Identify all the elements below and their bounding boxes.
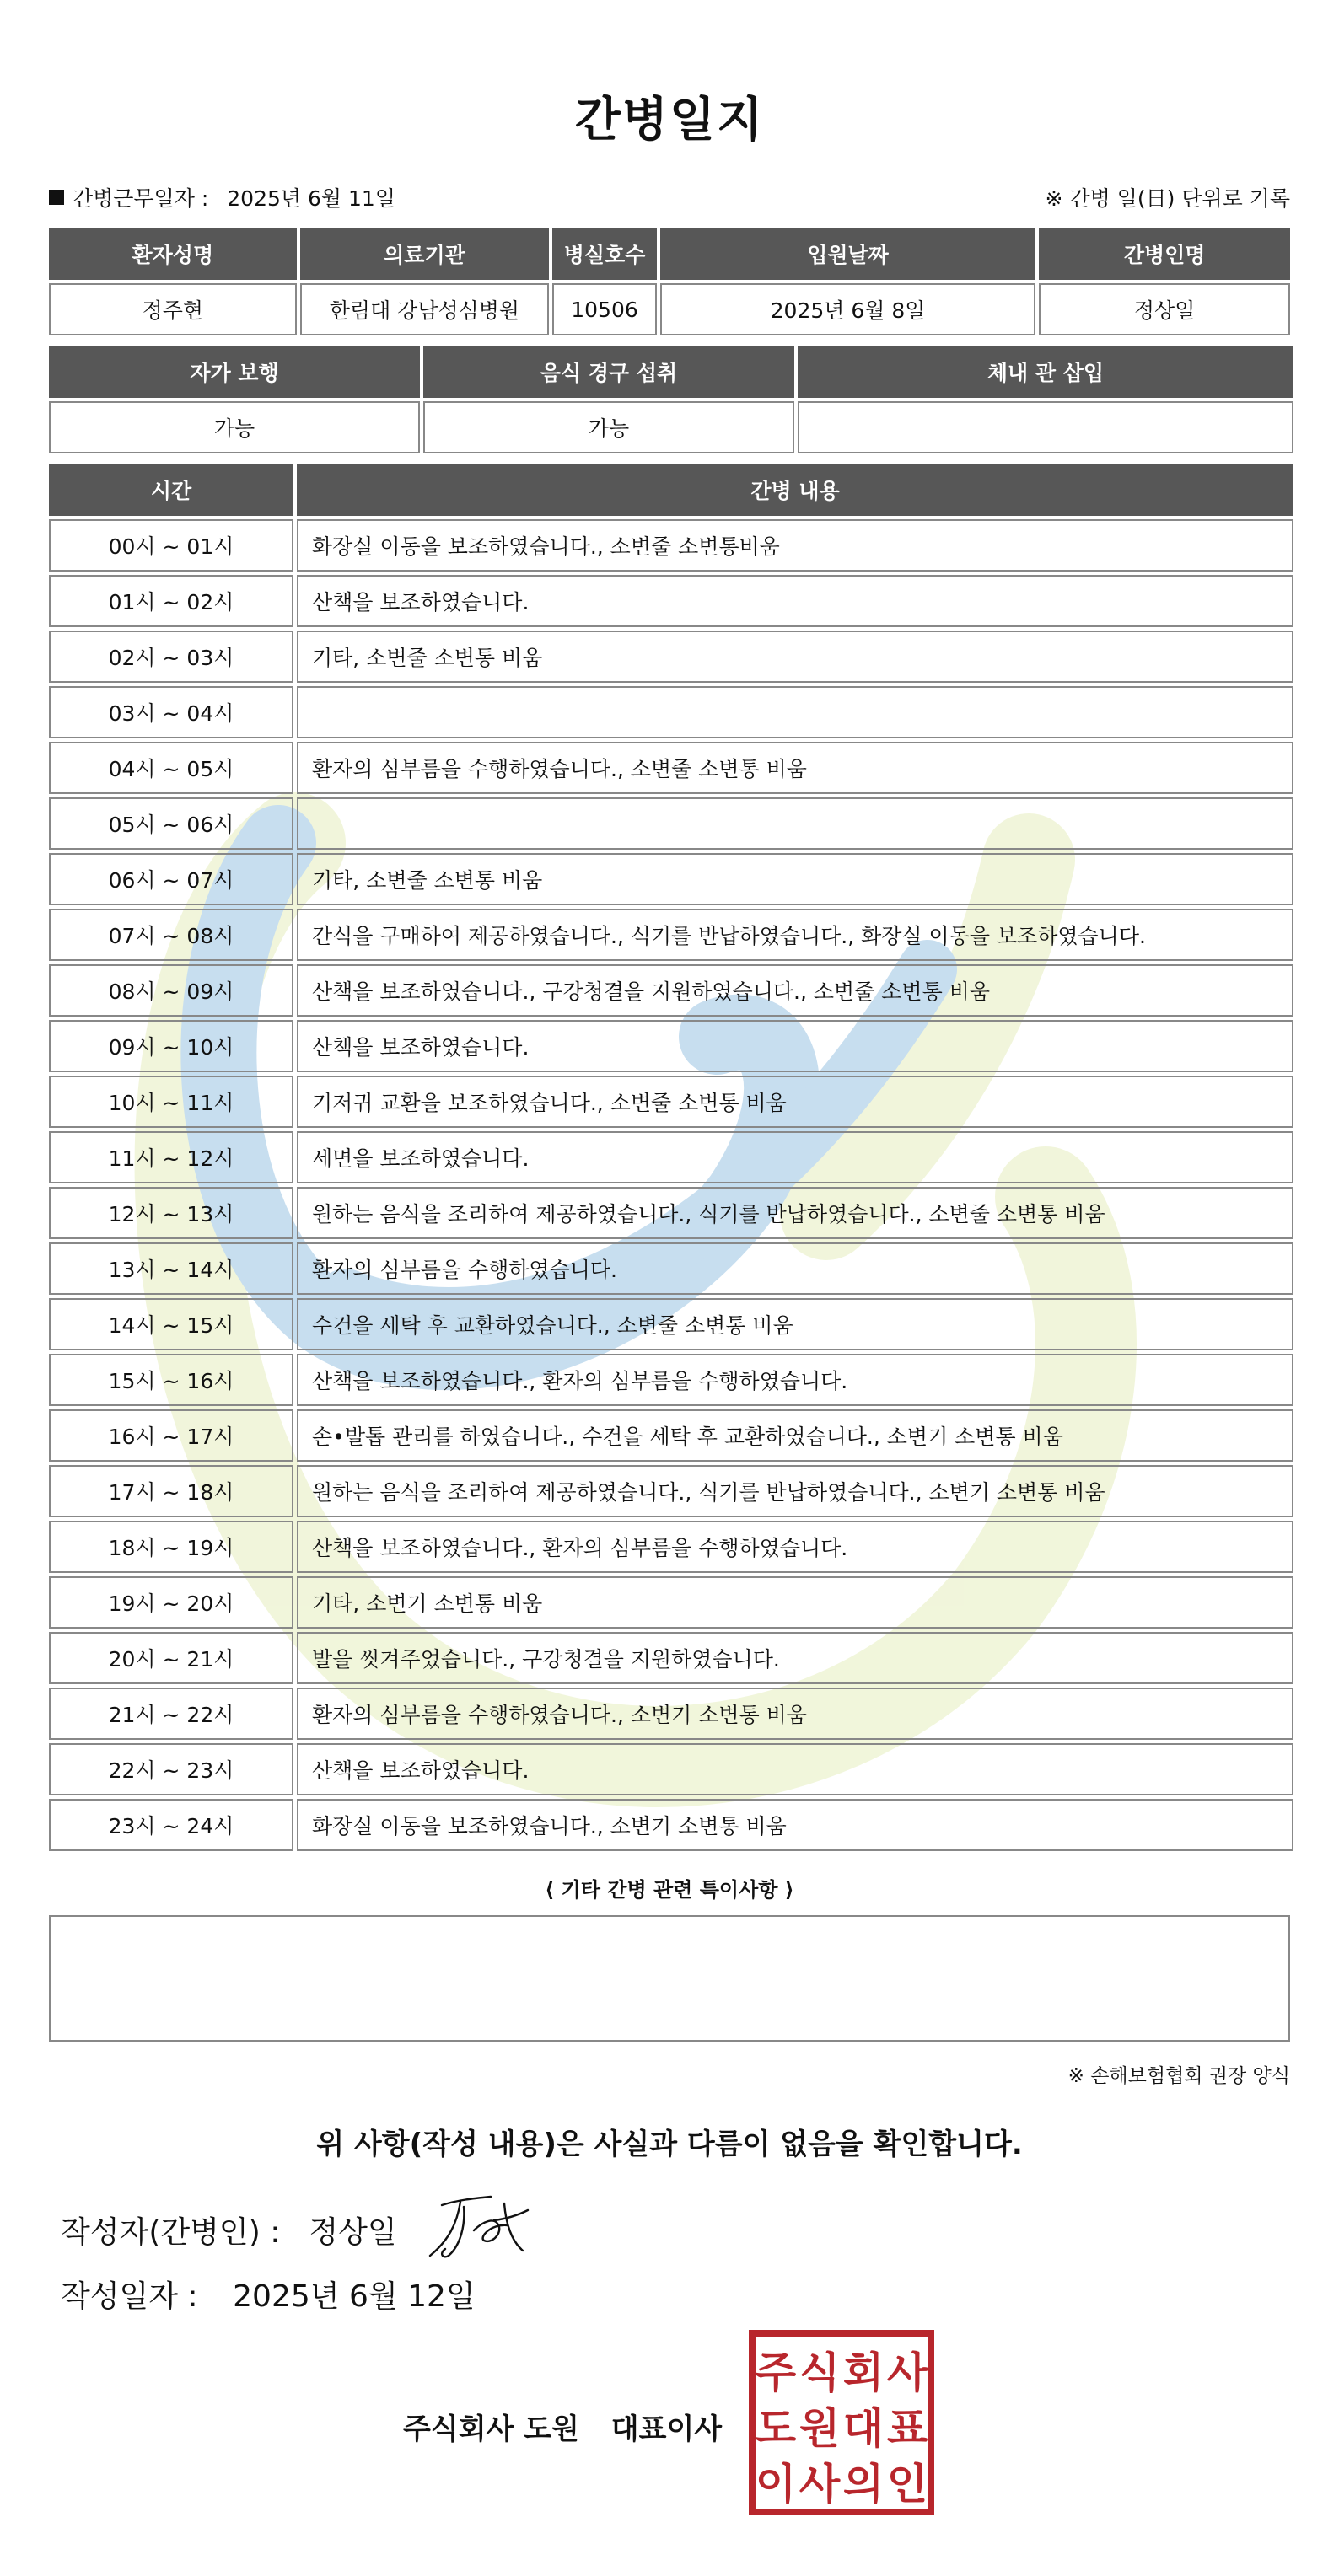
table-row: [49, 1076, 1293, 1128]
time-slot: 23시 ~ 24시: [49, 1799, 293, 1851]
special-notes-box: [49, 1915, 1290, 2042]
room-number-header: 병실호수: [552, 228, 657, 280]
table-row: [49, 1688, 1293, 1740]
admission-date-header: 입원날짜: [660, 228, 1036, 280]
seal-glyph: 이: [755, 2460, 797, 2509]
self-walking-header: 자가 보행: [49, 346, 420, 398]
seal-glyph: 식: [799, 2348, 841, 2397]
table-row: [49, 1131, 1293, 1183]
time-slot: 12시 ~ 13시: [49, 1187, 293, 1239]
table-row: [49, 1298, 1293, 1350]
table-row: [49, 1465, 1293, 1517]
seal-glyph: 대: [842, 2404, 885, 2453]
oral-intake-header: 음식 경구 섭취: [423, 346, 794, 398]
company-line: [403, 2406, 722, 2447]
caregiver-name-header: 간병인명: [1039, 228, 1290, 280]
hospital: 한림대 강남성심병원: [300, 283, 550, 335]
seal-glyph: 도: [755, 2404, 797, 2453]
care-content: 기타, 소변줄 소변통 비움: [297, 853, 1293, 905]
care-content: 환자의 심부름을 수행하였습니다., 소변기 소변통 비움: [297, 1688, 1293, 1740]
company-name: 주식회사 도원: [403, 2412, 579, 2446]
seal-glyph: 표: [886, 2404, 928, 2453]
seal-glyph: 사: [886, 2348, 928, 2397]
table-row: [49, 853, 1293, 905]
admission-date: 2025년 6월 8일: [660, 283, 1036, 335]
care-content: [297, 797, 1293, 850]
care-log-table: [46, 460, 1297, 1854]
care-content: 발을 씻겨주었습니다., 구강청결을 지원하였습니다.: [297, 1632, 1293, 1684]
time-slot: 13시 ~ 14시: [49, 1242, 293, 1295]
care-content: 손•발톱 관리를 하였습니다., 수건을 세탁 후 교환하였습니다., 소변기 소변통 비움: [297, 1409, 1293, 1462]
time-slot: 11시 ~ 12시: [49, 1131, 293, 1183]
table-row: [49, 1632, 1293, 1684]
patient-info-table: [46, 224, 1293, 339]
care-content: 산책을 보조하였습니다.: [297, 1743, 1293, 1795]
table-row: [49, 964, 1293, 1017]
recommended-form-note: ※ 손해보험협회 권장 양식: [1067, 2065, 1290, 2087]
patient-name: 정주현: [49, 283, 297, 335]
time-slot: 02시 ~ 03시: [49, 631, 293, 683]
handwritten-signature: [423, 2190, 533, 2266]
care-content: 화장실 이동을 보조하였습니다., 소변기 소변통 비움: [297, 1799, 1293, 1851]
written-date-line: [61, 2273, 476, 2316]
time-slot: 07시 ~ 08시: [49, 909, 293, 961]
table-row: [49, 1242, 1293, 1295]
work-date-row: [49, 182, 1290, 212]
work-date-value: 2025년 6월 11일: [227, 186, 395, 211]
time-slot: 21시 ~ 22시: [49, 1688, 293, 1740]
writer-line: [61, 2208, 397, 2251]
seal-glyph: 의: [842, 2460, 885, 2509]
room-number: 10506: [552, 283, 657, 335]
care-content: 화장실 이동을 보조하였습니다., 소변줄 소변통비움: [297, 519, 1293, 572]
care-content: 산책을 보조하였습니다.: [297, 575, 1293, 627]
table-row: [49, 686, 1293, 738]
care-content: 환자의 심부름을 수행하였습니다., 소변줄 소변통 비움: [297, 742, 1293, 794]
time-slot: 01시 ~ 02시: [49, 575, 293, 627]
time-slot: 17시 ~ 18시: [49, 1465, 293, 1517]
care-content: 산책을 보조하였습니다.: [297, 1020, 1293, 1072]
time-slot: 10시 ~ 11시: [49, 1076, 293, 1128]
table-row: [49, 1576, 1293, 1629]
company-seal-stamp: [747, 2328, 936, 2517]
care-content: 간식을 구매하여 제공하였습니다., 식기를 반납하였습니다., 화장실 이동을 보조하였습니다.: [297, 909, 1293, 961]
table-row: [49, 1409, 1293, 1462]
table-row: [49, 1743, 1293, 1795]
time-slot: 00시 ~ 01시: [49, 519, 293, 572]
tube-insertion-value: [798, 401, 1293, 453]
time-slot: 09시 ~ 10시: [49, 1020, 293, 1072]
care-content: 산책을 보조하였습니다., 환자의 심부름을 수행하였습니다.: [297, 1354, 1293, 1406]
care-content: 원하는 음식을 조리하여 제공하였습니다., 식기를 반납하였습니다., 소변기 소변통 비움: [297, 1465, 1293, 1517]
care-content: 산책을 보조하였습니다., 환자의 심부름을 수행하였습니다.: [297, 1521, 1293, 1573]
table-row: [49, 1187, 1293, 1239]
table-row: [49, 1799, 1293, 1851]
care-content: 환자의 심부름을 수행하였습니다.: [297, 1242, 1293, 1295]
writer-name: 정상일: [309, 2215, 397, 2250]
time-slot: 04시 ~ 05시: [49, 742, 293, 794]
seal-glyph: 주: [755, 2348, 797, 2397]
care-content: 기타, 소변기 소변통 비움: [297, 1576, 1293, 1629]
time-slot: 03시 ~ 04시: [49, 686, 293, 738]
seal-glyph: 회: [842, 2348, 885, 2397]
time-slot: 15시 ~ 16시: [49, 1354, 293, 1406]
special-notes-title: ⟨ 기타 간병 관련 특이사항 ⟩: [545, 1878, 794, 1902]
written-date-label: 작성일자 :: [61, 2279, 198, 2314]
care-content: 산책을 보조하였습니다., 구강청결을 지원하였습니다., 소변줄 소변통 비움: [297, 964, 1293, 1017]
time-slot: 16시 ~ 17시: [49, 1409, 293, 1462]
care-content: 기저귀 교환을 보조하였습니다., 소변줄 소변통 비움: [297, 1076, 1293, 1128]
representative-title: 대표이사: [610, 2412, 723, 2446]
patient-name-header: 환자성명: [49, 228, 297, 280]
table-row: [49, 797, 1293, 850]
work-date-label: 간병근무일자 :: [73, 186, 209, 211]
table-row: [49, 1521, 1293, 1573]
time-slot: 20시 ~ 21시: [49, 1632, 293, 1684]
patient-status-table: [46, 342, 1297, 457]
self-walking-value: 가능: [49, 401, 420, 453]
seal-glyph: 원: [799, 2404, 841, 2453]
table-row: [49, 575, 1293, 627]
time-slot: 18시 ~ 19시: [49, 1521, 293, 1573]
hospital-header: 의료기관: [300, 228, 550, 280]
care-log-rows: [49, 519, 1293, 1851]
time-slot: 06시 ~ 07시: [49, 853, 293, 905]
time-slot: 22시 ~ 23시: [49, 1743, 293, 1795]
time-header: 시간: [49, 464, 293, 516]
time-slot: 08시 ~ 09시: [49, 964, 293, 1017]
seal-glyph: 사: [799, 2460, 841, 2509]
table-row: [49, 742, 1293, 794]
tube-insertion-header: 체내 관 삽입: [798, 346, 1293, 398]
care-content: [297, 686, 1293, 738]
care-content: 세면을 보조하였습니다.: [297, 1131, 1293, 1183]
caregiver-name: 정상일: [1039, 283, 1290, 335]
work-date: [49, 182, 395, 212]
table-row: [49, 1354, 1293, 1406]
square-bullet-icon: [49, 190, 64, 205]
oral-intake-value: 가능: [423, 401, 794, 453]
time-slot: 19시 ~ 20시: [49, 1576, 293, 1629]
table-row: [49, 1020, 1293, 1072]
document-title: 간병일지: [574, 93, 765, 148]
table-row: [49, 631, 1293, 683]
care-content: 기타, 소변줄 소변통 비움: [297, 631, 1293, 683]
written-date-value: 2025년 6월 12일: [233, 2279, 476, 2314]
time-slot: 05시 ~ 06시: [49, 797, 293, 850]
daily-record-note: ※ 간병 일(日) 단위로 기록: [1045, 186, 1290, 211]
care-content: 수건을 세탁 후 교환하였습니다., 소변줄 소변통 비움: [297, 1298, 1293, 1350]
confirmation-statement: 위 사항(작성 내용)은 사실과 다름이 없음을 확인합니다.: [316, 2128, 1023, 2161]
seal-glyph: 인: [886, 2460, 928, 2509]
care-content-header: 간병 내용: [297, 464, 1293, 516]
writer-label: 작성자(간병인) :: [61, 2215, 281, 2250]
table-row: [49, 519, 1293, 572]
table-row: [49, 909, 1293, 961]
time-slot: 14시 ~ 15시: [49, 1298, 293, 1350]
care-content: 원하는 음식을 조리하여 제공하였습니다., 식기를 반납하였습니다., 소변줄 소변통 비움: [297, 1187, 1293, 1239]
